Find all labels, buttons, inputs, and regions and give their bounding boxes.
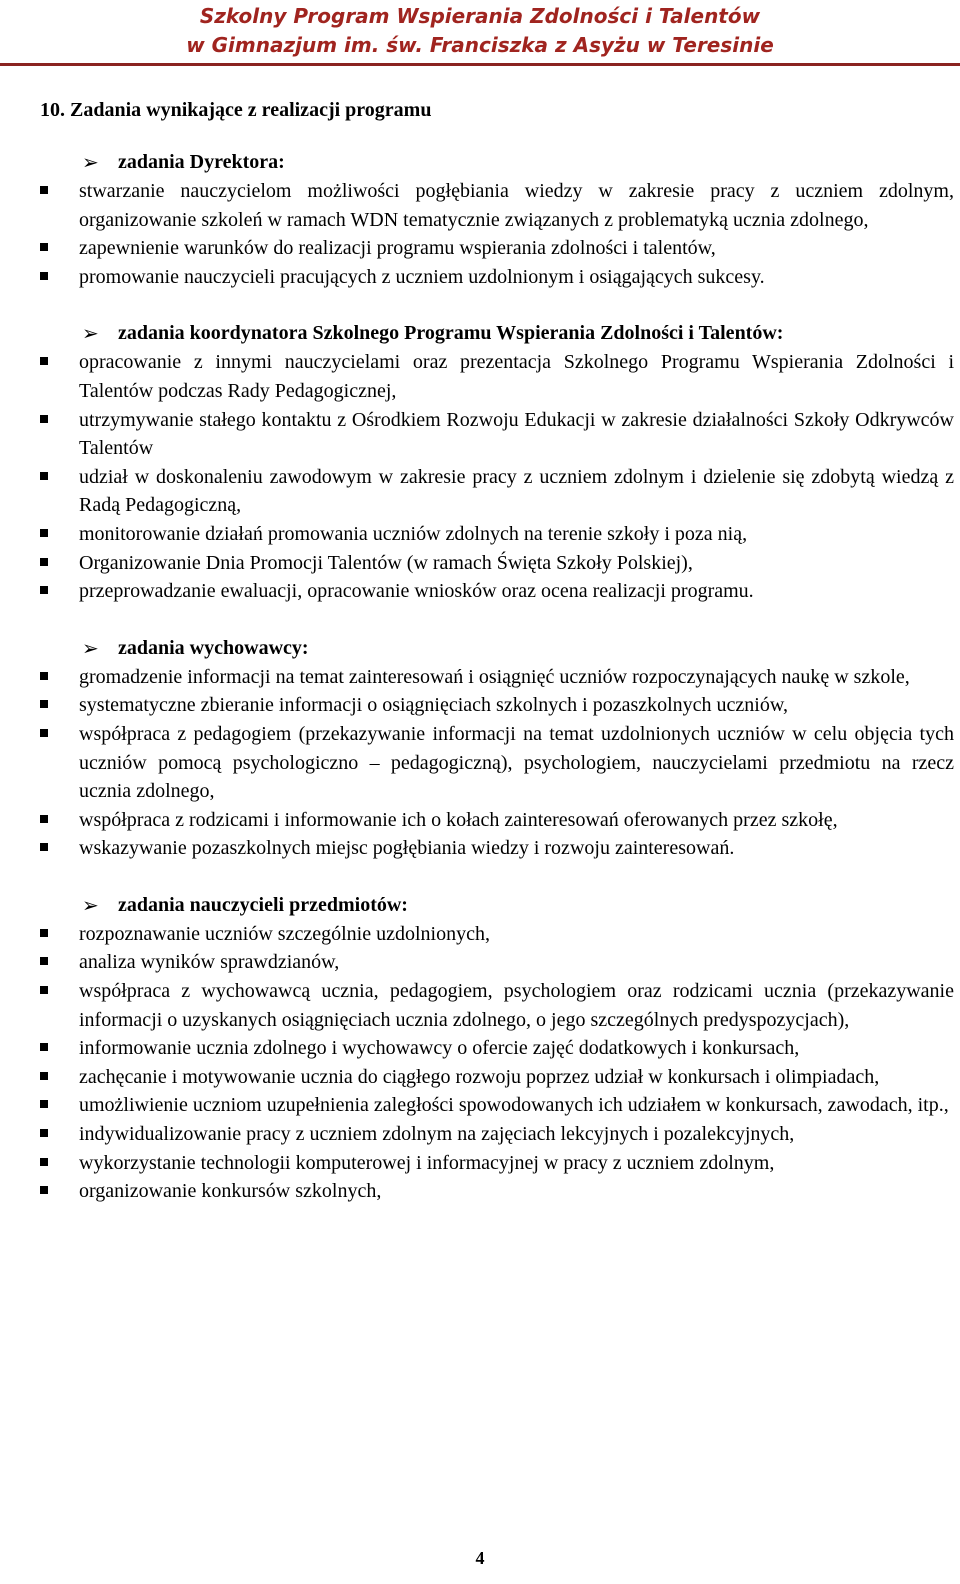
task-text: utrzymywanie stałego kontaktu z Ośrodkiem Rozwoju Edukacji w zakresie działalności Szkoły Odkrywców Talentów (79, 408, 954, 460)
task-list-item (40, 834, 954, 863)
task-text: współpraca z rodzicami i informowanie ich o kołach zainteresowań oferowanych przez szkołę, (79, 808, 838, 831)
arrow-bullet-icon: ➢ (82, 635, 99, 660)
task-text: gromadzenie informacji na temat zainteresowań i osiągnięć uczniów rozpoczynających naukę w szkole, (79, 665, 910, 688)
task-list-item (40, 177, 954, 234)
square-bullet-icon (40, 1129, 48, 1137)
task-text: zapewnienie warunków do realizacji programu wspierania zdolności i talentów, (79, 237, 716, 260)
task-section (40, 148, 954, 291)
task-list-item (40, 1063, 954, 1092)
square-bullet-icon (40, 929, 48, 937)
section-heading (82, 148, 954, 177)
square-bullet-icon (40, 1100, 48, 1108)
task-list-item (40, 977, 954, 1034)
task-text: umożliwienie uczniom uzupełnienia zaległości spowodowanych ich udziałem w konkursach, zawodach, itp., (79, 1094, 949, 1117)
task-text: współpraca z wychowawcą ucznia, pedagogiem, psychologiem oraz rodzicami ucznia (przekazywanie informacji o uzyskanych osiągnięciach ucznia zdolnego, o jego szczególnych predyspozycjach), (79, 980, 954, 1031)
square-bullet-icon (40, 586, 48, 594)
square-bullet-icon (40, 529, 48, 537)
task-list-item (40, 520, 954, 549)
task-text: analiza wyników sprawdzianów, (79, 951, 340, 974)
square-bullet-icon (40, 558, 48, 566)
task-list-item (40, 948, 954, 977)
document-body (40, 96, 954, 1234)
square-bullet-icon (40, 957, 48, 965)
square-bullet-icon (40, 729, 48, 737)
square-bullet-icon (40, 1186, 48, 1194)
task-list (40, 663, 954, 863)
task-text: opracowanie z innymi nauczycielami oraz prezentacja Szkolnego Programu Wspierania Zdolności i Talentów podczas Rady Pedagogicznej, (79, 351, 954, 402)
section-heading (82, 891, 954, 920)
square-bullet-icon (40, 843, 48, 851)
arrow-bullet-icon: ➢ (82, 150, 99, 174)
task-text: stwarzanie nauczycielom możliwości pogłębiania wiedzy w zakresie pracy z uczniem zdolnym, organizowanie szkoleń w ramach WDN tematycznie związanych z problematyką ucznia zdolnego, (79, 180, 954, 231)
task-text: wykorzystanie technologii komputerowej i informacyjnej w pracy z uczniem zdolnym, (79, 1151, 775, 1174)
square-bullet-icon (40, 415, 48, 423)
task-text: zachęcanie i motywowanie ucznia do ciągłego rozwoju poprzez udział w konkursach i olimpiadach, (79, 1065, 880, 1088)
task-section (40, 891, 954, 1206)
task-text: informowanie ucznia zdolnego i wychowawcy o ofercie zajęć dodatkowych i konkursach, (79, 1037, 800, 1060)
section-heading-text: zadania Dyrektora: (118, 151, 285, 173)
task-text: rozpoznawanie uczniów szczególnie uzdolnionych, (79, 922, 490, 945)
task-list-item (40, 549, 954, 578)
task-text: wskazywanie pozaszkolnych miejsc pogłębiania wiedzy i rozwoju zainteresowań. (79, 837, 735, 860)
square-bullet-icon (40, 272, 48, 280)
square-bullet-icon (40, 1072, 48, 1080)
task-section (40, 634, 954, 863)
section-title: 10. Zadania wynikające z realizacji programu (40, 99, 432, 121)
header-line-2: w Gimnazjum im. św. Franciszka z Asyżu w Teresinie (186, 33, 774, 57)
task-text: udział w doskonaleniu zawodowym w zakresie pracy z uczniem zdolnym i dzielenie się zdobytą wiedzą z Radą Pedagogiczną, (79, 465, 954, 517)
task-list-item (40, 806, 954, 835)
header-line-1: Szkolny Program Wspierania Zdolności i Talentów (199, 4, 761, 28)
task-list (40, 177, 954, 291)
page-header (0, 0, 960, 66)
task-text: współpraca z pedagogiem (przekazywanie informacji na temat uzdolnionych uczniów w celu objęcia tych uczniów pomocą psychologiczno – pedagogiczną), psychologiem, nauczycielami przedmiotu na rzecz ucznia zdolnego, (79, 722, 954, 803)
section-heading (82, 634, 954, 663)
task-list-item (40, 691, 954, 720)
task-text: promowanie nauczycieli pracujących z uczniem uzdolnionym i osiągających sukcesy. (79, 265, 765, 288)
arrow-bullet-icon: ➢ (82, 892, 99, 917)
square-bullet-icon (40, 472, 48, 480)
square-bullet-icon (40, 986, 48, 994)
task-list-item (40, 720, 954, 806)
arrow-bullet-icon: ➢ (82, 321, 99, 346)
section-heading-text: zadania wychowawcy: (118, 636, 309, 659)
task-text: indywidualizowanie pracy z uczniem zdolnym na zajęciach lekcyjnych i pozalekcyjnych, (79, 1123, 795, 1146)
task-sections (40, 148, 954, 1206)
task-list-item (40, 263, 954, 292)
page-number: 4 (475, 1548, 485, 1568)
square-bullet-icon (40, 186, 48, 194)
section-heading-text: zadania koordynatora Szkolnego Programu Wspierania Zdolności i Talentów: (118, 322, 784, 345)
task-list-item (40, 406, 954, 463)
task-list-item (40, 234, 954, 263)
square-bullet-icon (40, 672, 48, 680)
task-list-item (40, 1120, 954, 1149)
task-text: przeprowadzanie ewaluacji, opracowanie wniosków oraz ocena realizacji programu. (79, 580, 754, 603)
task-list-item (40, 1091, 954, 1120)
task-list (40, 348, 954, 605)
task-list-item (40, 348, 954, 405)
task-list (40, 920, 954, 1206)
task-text: organizowanie konkursów szkolnych, (79, 1180, 382, 1203)
square-bullet-icon (40, 1043, 48, 1051)
section-heading (82, 319, 954, 348)
square-bullet-icon (40, 1158, 48, 1166)
task-list-item (40, 1149, 954, 1178)
task-section (40, 319, 954, 605)
task-text: monitorowanie działań promowania uczniów zdolnych na terenie szkoły i poza nią, (79, 522, 748, 545)
square-bullet-icon (40, 357, 48, 365)
task-list-item (40, 463, 954, 520)
task-list-item (40, 920, 954, 949)
task-text: Organizowanie Dnia Promocji Talentów (w ramach Święta Szkoły Polskiej), (79, 551, 693, 574)
square-bullet-icon (40, 243, 48, 251)
task-list-item (40, 1034, 954, 1063)
square-bullet-icon (40, 815, 48, 823)
task-list-item (40, 1177, 954, 1206)
section-heading-text: zadania nauczycieli przedmiotów: (118, 893, 408, 916)
task-list-item (40, 577, 954, 606)
task-list-item (40, 663, 954, 692)
square-bullet-icon (40, 700, 48, 708)
task-text: systematyczne zbieranie informacji o osiągnięciach szkolnych i pozaszkolnych uczniów, (79, 694, 788, 717)
